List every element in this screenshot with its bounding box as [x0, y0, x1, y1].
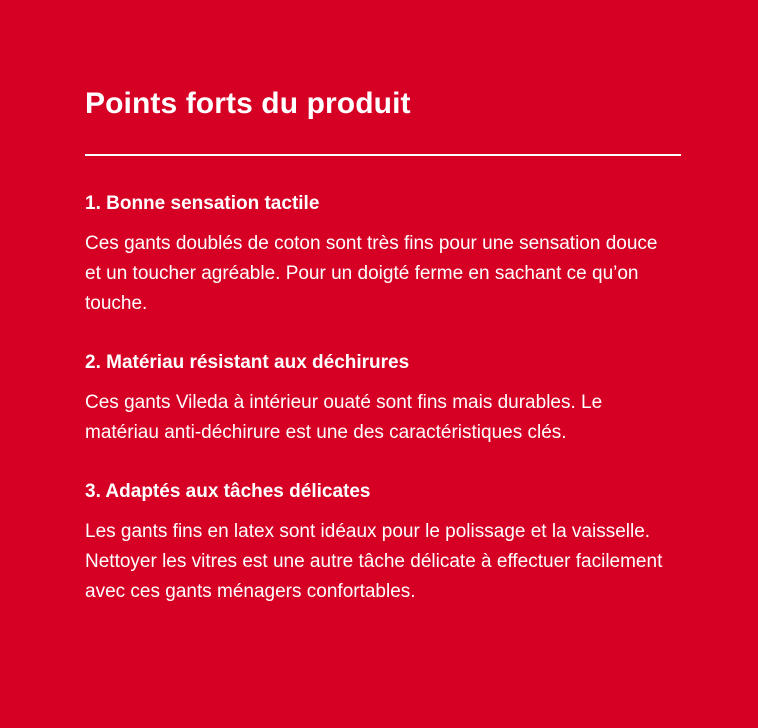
- feature-title: 1. Bonne sensation tactile: [85, 193, 320, 214]
- feature-description: Les gants fins en latex sont idéaux pour le polissage et la vaisselle. Nettoyer les vitres est une autre tâche délicate à effectuer facilement avec ces gants ménagers confortables.: [85, 521, 663, 602]
- feature-title: 2. Matériau résistant aux déchirures: [85, 352, 410, 373]
- section-title: Points forts du produit: [85, 87, 411, 120]
- feature-title: 3. Adaptés aux tâches délicates: [85, 481, 371, 502]
- feature-item-delicate-tasks: [85, 479, 681, 607]
- features-list: [85, 191, 681, 607]
- feature-item-tactile: [85, 191, 681, 319]
- feature-description: Ces gants doublés de coton sont très fins pour une sensation douce et un toucher agréable. Pour un doigté ferme en sachant ce qu’on touche.: [85, 233, 658, 314]
- section-divider: [85, 154, 681, 156]
- feature-item-tear-resistant: [85, 350, 681, 448]
- feature-description: Ces gants Vileda à intérieur ouaté sont fins mais durables. Le matériau anti-déchirure est une des caractéristiques clés.: [85, 392, 603, 443]
